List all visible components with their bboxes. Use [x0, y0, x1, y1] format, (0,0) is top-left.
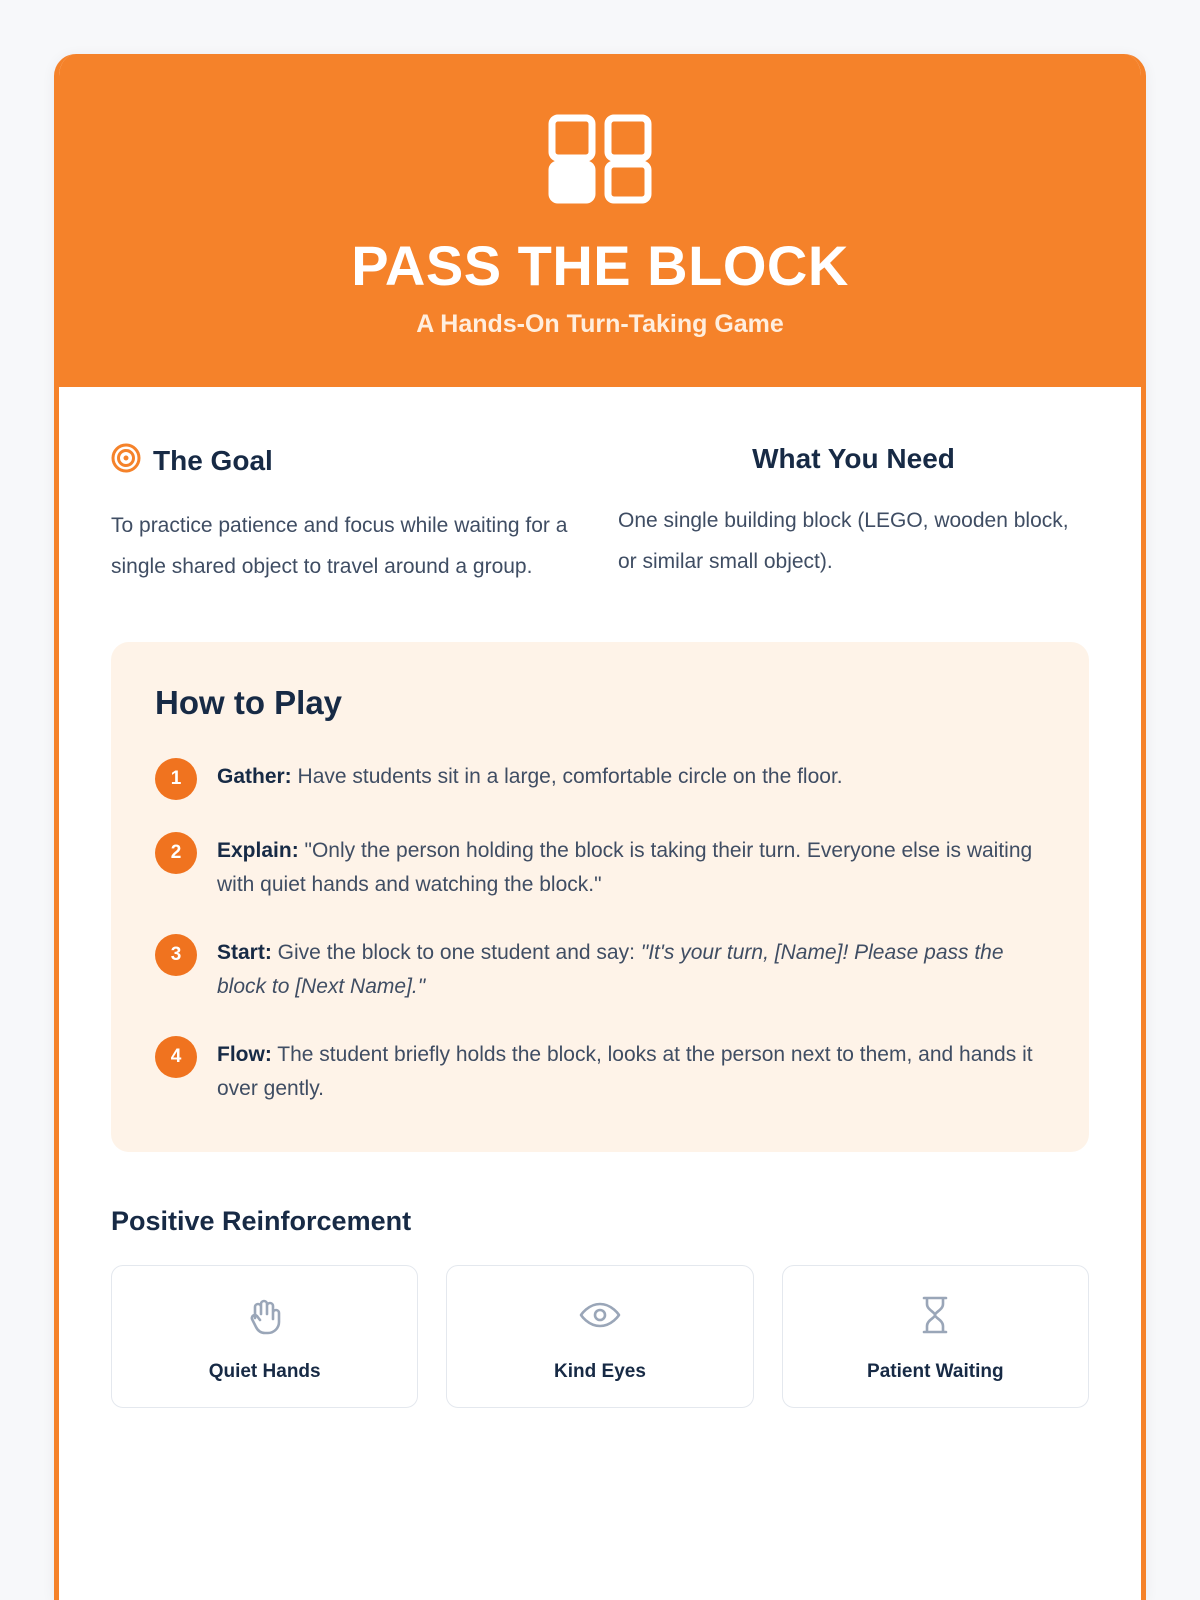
step-number: 2 — [155, 832, 197, 874]
step-text — [217, 830, 1045, 902]
step-text — [217, 756, 843, 800]
step-number: 3 — [155, 934, 197, 976]
blocks-icon — [99, 110, 1101, 211]
hourglass-icon — [793, 1292, 1078, 1343]
card-body — [59, 387, 1141, 1448]
step-number: 4 — [155, 1036, 197, 1078]
step-body: Have students sit in a large, comfortable circle on the floor. — [291, 764, 843, 788]
step-item — [155, 932, 1045, 1004]
reinforcement-card-kind-eyes — [446, 1265, 753, 1408]
step-label: Gather: — [217, 764, 292, 788]
step-body: The student briefly holds the block, looks at the person next to them, and hands it over gently. — [217, 1042, 1033, 1100]
step-body: Give the block to one student and say: — [271, 940, 641, 964]
step-item — [155, 830, 1045, 902]
needs-text: One single building block (LEGO, wooden block, or similar small object). — [618, 508, 1069, 573]
reinforcement-label: Quiet Hands — [208, 1360, 321, 1382]
intro-columns — [111, 443, 1089, 588]
step-item — [155, 756, 1045, 800]
eye-icon — [457, 1292, 742, 1343]
needs-heading: What You Need — [752, 442, 955, 474]
page-subtitle: A Hands-On Turn-Taking Game — [416, 309, 784, 338]
step-quote: "It's your turn, [Name]! Please pass the block to [Next Name]." — [217, 940, 1004, 998]
step-label: Start: — [217, 940, 272, 964]
card-header — [59, 54, 1141, 387]
step-label: Explain: — [217, 838, 299, 862]
goal-text: To practice patience and focus while waiting for a single shared object to travel around a group. — [111, 513, 568, 578]
page-title: PASS THE BLOCK — [351, 234, 849, 297]
needs-heading-row — [618, 443, 1089, 475]
goal-section — [111, 443, 582, 588]
step-item — [155, 1034, 1045, 1106]
step-text — [217, 932, 1045, 1004]
reinforcement-card-patient-waiting — [782, 1265, 1089, 1408]
goal-heading-row — [111, 443, 582, 480]
reinforcement-heading: Positive Reinforcement — [111, 1205, 412, 1236]
step-label: Flow: — [217, 1042, 272, 1066]
target-icon — [111, 443, 141, 480]
hand-icon — [122, 1292, 407, 1343]
activity-card — [54, 54, 1146, 1600]
needs-section — [618, 443, 1089, 588]
step-body: "Only the person holding the block is taking their turn. Everyone else is waiting with quiet hands and watching the block." — [217, 838, 1033, 896]
how-to-play-heading: How to Play — [155, 683, 343, 721]
reinforcement-label: Patient Waiting — [867, 1360, 1004, 1382]
goal-heading: The Goal — [153, 445, 273, 477]
reinforcement-card-quiet-hands — [111, 1265, 418, 1408]
reinforcement-grid — [111, 1265, 1089, 1408]
reinforcement-label: Kind Eyes — [554, 1360, 646, 1382]
step-number: 1 — [155, 758, 197, 800]
step-text — [217, 1034, 1045, 1106]
how-to-play-panel — [111, 642, 1089, 1152]
